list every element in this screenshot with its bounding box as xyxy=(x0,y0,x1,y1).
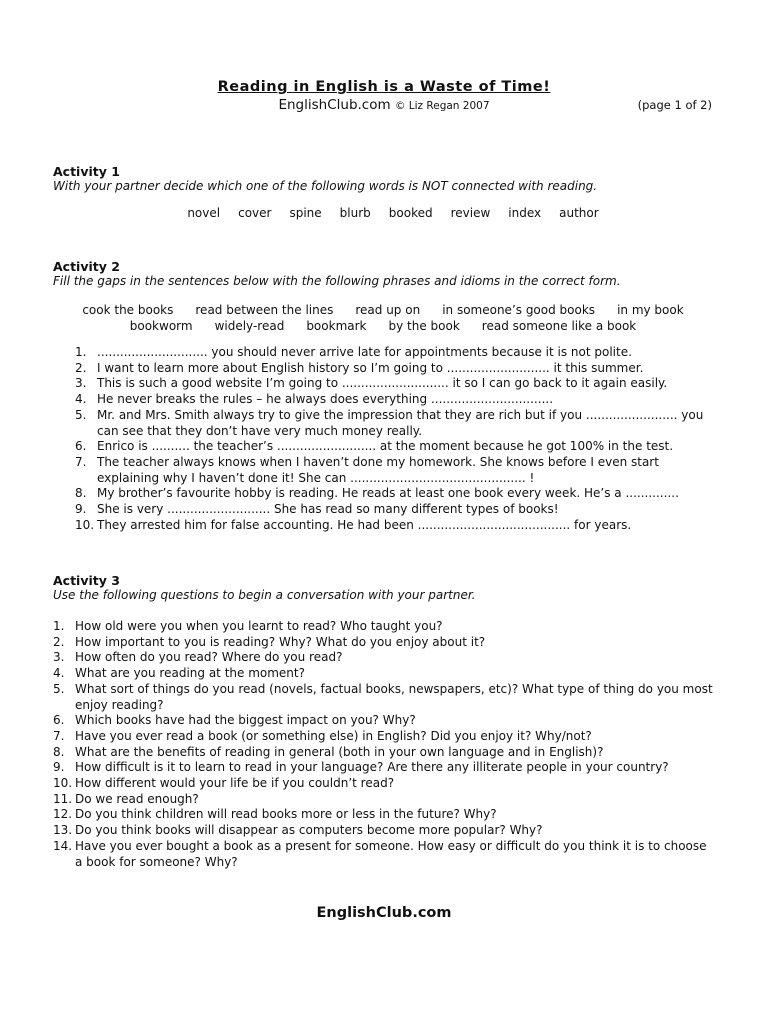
page-title: Reading in English is a Waste of Time! xyxy=(217,79,551,95)
subtitle-row xyxy=(0,97,768,117)
sentence-list xyxy=(53,345,713,533)
phrase-item: read up on xyxy=(355,303,421,317)
item-number: 14. xyxy=(53,838,73,853)
activity-2 xyxy=(53,259,713,533)
footer-site-name: EnglishClub.com xyxy=(316,905,452,921)
item-text: Have you ever bought a book as a present for someone. How easy or difficult do you think it is to choose a book for someone? Why? xyxy=(75,838,707,869)
item-number: 1. xyxy=(53,619,65,633)
item-number: 4. xyxy=(75,392,87,407)
item-number: 13. xyxy=(53,823,73,838)
word-item: review xyxy=(450,206,491,220)
list-item xyxy=(53,408,713,439)
item-text: He never breaks the rules – he always does everything ................................ xyxy=(97,392,554,407)
list-item xyxy=(53,760,713,776)
list-item xyxy=(53,439,713,455)
item-text: Which books have had the biggest impact on you? Why? xyxy=(75,713,416,728)
item-text: Do we read enough? xyxy=(75,791,199,806)
item-number: 8. xyxy=(53,744,65,759)
item-number: 6. xyxy=(53,713,65,728)
item-text: How often do you read? Where do you read? xyxy=(75,650,343,665)
word-item: cover xyxy=(238,206,272,220)
activity-2-heading: Activity 2 xyxy=(53,259,120,274)
item-text: How old were you when you learnt to read? Who taught you? xyxy=(75,619,443,633)
list-item xyxy=(53,518,713,534)
phrase-bank xyxy=(53,302,713,334)
phrase-item: bookworm xyxy=(129,319,193,333)
phrase-item: by the book xyxy=(388,319,460,333)
list-item xyxy=(53,729,713,745)
item-text: ............................. you should never arrive late for appointments because it is not polite. xyxy=(97,345,632,359)
item-text: What are you reading at the moment? xyxy=(75,666,305,681)
list-item xyxy=(53,745,713,761)
list-item xyxy=(53,650,713,666)
item-text: Enrico is .......... the teacher’s .......................... at the moment because he got 100% in the test. xyxy=(97,439,674,454)
item-number: 8. xyxy=(75,486,87,501)
item-text: This is such a good website I’m going to ............................ it so I can go back to it again easily. xyxy=(97,376,668,391)
word-item: author xyxy=(559,206,599,220)
phrase-item: bookmark xyxy=(306,319,367,333)
list-item xyxy=(53,776,713,792)
item-number: 5. xyxy=(53,681,65,696)
item-number: 6. xyxy=(75,439,87,454)
list-item xyxy=(53,823,713,839)
phrase-item: widely-read xyxy=(214,319,285,333)
list-item xyxy=(53,361,713,377)
word-item: blurb xyxy=(339,206,371,220)
list-item xyxy=(53,682,713,713)
list-item xyxy=(53,792,713,808)
item-number: 3. xyxy=(53,650,65,665)
phrase-item: read between the lines xyxy=(195,303,334,317)
word-item: novel xyxy=(187,206,221,220)
item-number: 9. xyxy=(53,760,65,775)
item-text: They arrested him for false accounting. He had been ........................................ for years. xyxy=(97,517,632,532)
item-text: Do you think books will disappear as computers become more popular? Why? xyxy=(75,823,543,838)
phrase-item: in someone’s good books xyxy=(442,303,596,317)
word-item: booked xyxy=(388,206,433,220)
item-number: 2. xyxy=(75,360,87,375)
item-number: 7. xyxy=(75,454,87,469)
item-number: 11. xyxy=(53,791,73,806)
item-number: 2. xyxy=(53,634,65,649)
activity-3-heading: Activity 3 xyxy=(53,573,120,588)
copyright: © Liz Regan 2007 xyxy=(394,100,490,112)
list-item xyxy=(53,713,713,729)
list-item xyxy=(53,455,713,486)
phrase-row xyxy=(53,318,713,334)
word-item: index xyxy=(508,206,542,220)
phrase-item: read someone like a book xyxy=(481,319,637,333)
item-number: 3. xyxy=(75,376,87,391)
list-item xyxy=(53,376,713,392)
item-text: How different would your life be if you couldn’t read? xyxy=(75,776,395,791)
item-text: Mr. and Mrs. Smith always try to give the impression that they are rich but if you ........................ you can see that they don’t have very much money really. xyxy=(97,407,704,438)
item-number: 12. xyxy=(53,807,73,822)
phrase-item: cook the books xyxy=(82,303,174,317)
list-item xyxy=(53,345,713,361)
activity-2-instruction: Fill the gaps in the sentences below with the following phrases and idioms in the correct form. xyxy=(53,274,621,288)
list-item xyxy=(53,666,713,682)
item-text: My brother’s favourite hobby is reading. He reads at least one book every week. He’s a .............. xyxy=(97,486,679,501)
item-text: Do you think children will read books more or less in the future? Why? xyxy=(75,807,497,822)
list-item xyxy=(53,502,713,518)
activity-1 xyxy=(53,164,713,221)
list-item xyxy=(53,619,713,635)
item-number: 9. xyxy=(75,502,87,517)
item-number: 1. xyxy=(75,345,87,359)
item-text: Have you ever read a book (or something else) in English? Did you enjoy it? Why/not? xyxy=(75,728,592,743)
item-number: 4. xyxy=(53,666,65,681)
list-item xyxy=(53,486,713,502)
activity-3-instruction: Use the following questions to begin a conversation with your partner. xyxy=(53,588,476,602)
list-item xyxy=(53,839,713,870)
list-item xyxy=(53,635,713,651)
phrase-row xyxy=(53,302,713,318)
item-text: I want to learn more about English history so I’m going to ........................... it this summer. xyxy=(97,360,644,375)
item-text: How important to you is reading? Why? What do you enjoy about it? xyxy=(75,634,486,649)
item-text: What are the benefits of reading in general (both in your own language and in English)? xyxy=(75,744,604,759)
word-item: spine xyxy=(289,206,322,220)
question-list xyxy=(53,619,713,870)
activity-3 xyxy=(53,573,713,870)
item-number: 10. xyxy=(53,776,73,791)
item-number: 10. xyxy=(75,517,95,532)
phrase-item: in my book xyxy=(617,303,684,317)
item-text: What sort of things do you read (novels, factual books, newspapers, etc)? What type of thing do you most enjoy reading? xyxy=(75,681,713,712)
item-number: 7. xyxy=(53,728,65,743)
page-indicator: (page 1 of 2) xyxy=(637,98,712,112)
site-name: EnglishClub.com xyxy=(278,97,391,113)
activity-1-heading: Activity 1 xyxy=(53,164,120,179)
activity-1-instruction: With your partner decide which one of the following words is NOT connected with reading. xyxy=(53,179,598,193)
list-item xyxy=(53,807,713,823)
item-text: The teacher always knows when I haven’t done my homework. She knows before I even start explaining why I haven’t done it! She can .............................................. ! xyxy=(97,454,659,485)
item-text: She is very ........................... She has read so many different types of books! xyxy=(97,502,559,517)
list-item xyxy=(53,392,713,408)
word-list xyxy=(53,206,713,221)
item-number: 5. xyxy=(75,407,87,422)
item-text: How difficult is it to learn to read in your language? Are there any illiterate people in your country? xyxy=(75,760,669,775)
